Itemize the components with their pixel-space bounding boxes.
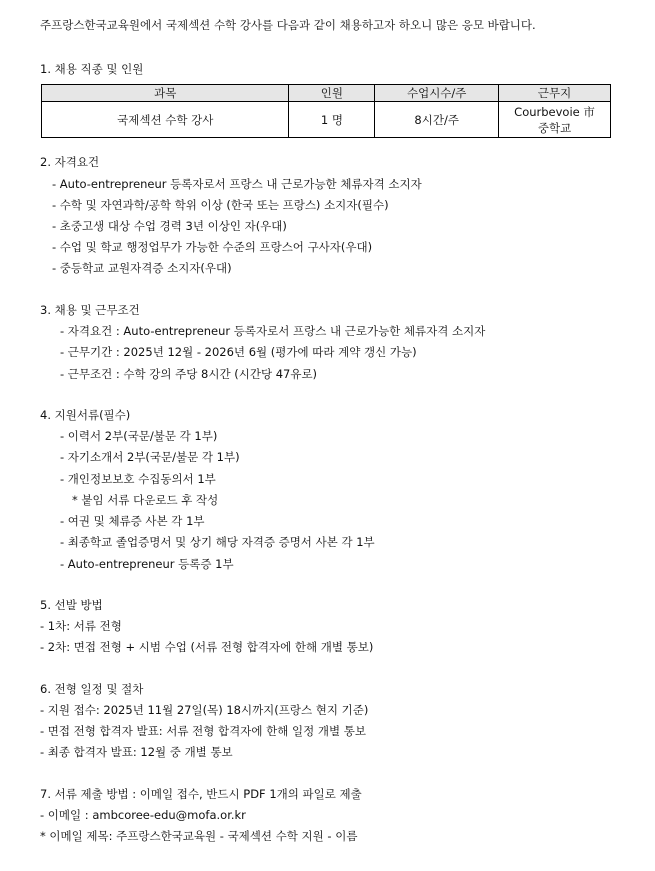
- header-headcount: 인원: [289, 85, 375, 102]
- recruitment-table: [41, 84, 611, 138]
- header-workplace: 근무지: [499, 85, 611, 102]
- list-item: - 수업 및 학교 행정업무가 가능한 수준의 프랑스어 구사자(우대): [52, 240, 373, 254]
- list-item: - 이메일 : ambcoree-edu@mofa.or.kr: [40, 808, 246, 822]
- cell-hours: 8시간/주: [375, 102, 499, 138]
- list-item: - 근무조건 : 수학 강의 주당 8시간 (시간당 47유로): [60, 367, 318, 381]
- list-item: - 지원 접수: 2025년 11월 27일(목) 18시까지(프랑스 현지 기준): [40, 703, 369, 717]
- list-item: - 이력서 2부(국문/불문 각 1부): [60, 429, 218, 443]
- list-item: - 중등학교 교원자격증 소지자(우대): [52, 261, 232, 275]
- list-item: - Auto-entrepreneur 등록자로서 프랑스 내 근로가능한 체류자격 소지자: [52, 177, 422, 191]
- header-subject: 과목: [42, 85, 289, 102]
- cell-workplace-line1: Courbevoie 市: [514, 104, 595, 119]
- list-item: - 최종 합격자 발표: 12월 중 개별 통보: [40, 745, 233, 759]
- list-item: - 근무기간 : 2025년 12월 - 2026년 6월 (평가에 따라 계약 갱신 가능): [60, 345, 417, 359]
- list-item: - 면접 전형 합격자 발표: 서류 전형 합격자에 한해 일정 개별 통보: [40, 724, 366, 738]
- cell-workplace: [499, 102, 611, 138]
- section-3-heading: 3. 채용 및 근무조건: [40, 303, 140, 317]
- intro-text: 주프랑스한국교육원에서 국제섹션 수학 강사를 다음과 같이 채용하고자 하오니 많은 응모 바랍니다.: [40, 18, 536, 32]
- list-item: - 여권 및 체류증 사본 각 1부: [60, 514, 205, 528]
- list-item: - 1차: 서류 전형: [40, 619, 122, 633]
- list-item: - 최종학교 졸업증명서 및 상기 해당 자격증 증명서 사본 각 1부: [60, 535, 375, 549]
- cell-subject: 국제섹션 수학 강사: [42, 102, 289, 138]
- list-item: - 초중고생 대상 수업 경력 3년 이상인 자(우대): [52, 219, 287, 233]
- section-7-heading: 7. 서류 제출 방법 : 이메일 접수, 반드시 PDF 1개의 파일로 제출: [40, 787, 362, 801]
- table-header-row: [42, 85, 611, 102]
- section-2-heading: 2. 자격요건: [40, 155, 100, 169]
- list-item: - 자격요건 : Auto-entrepreneur 등록자로서 프랑스 내 근로가능한 체류자격 소지자: [60, 324, 486, 338]
- list-item: - 자기소개서 2부(국문/불문 각 1부): [60, 450, 240, 464]
- list-item: - 수학 및 자연과학/공학 학위 이상 (한국 또는 프랑스) 소지자(필수): [52, 198, 389, 212]
- list-item: * 이메일 제목: 주프랑스한국교육원 - 국제섹션 수학 지원 - 이름: [40, 829, 358, 843]
- list-item: - 2차: 면접 전형 + 시범 수업 (서류 전형 합격자에 한해 개별 통보): [40, 640, 374, 654]
- table-row: [42, 102, 611, 138]
- section-1-heading: 1. 채용 직종 및 인원: [40, 62, 144, 76]
- cell-headcount: 1 명: [289, 102, 375, 138]
- section-5-heading: 5. 선발 방법: [40, 598, 103, 612]
- list-item: - Auto-entrepreneur 등록증 1부: [60, 557, 234, 571]
- section-4-heading: 4. 지원서류(필수): [40, 408, 131, 422]
- list-item-note: * 붙임 서류 다운로드 후 작성: [72, 493, 219, 507]
- section-6-heading: 6. 전형 일정 및 절차: [40, 682, 144, 696]
- cell-workplace-line2: 중학교: [537, 120, 572, 135]
- list-item: - 개인정보보호 수집동의서 1부: [60, 472, 216, 486]
- header-hours: 수업시수/주: [375, 85, 499, 102]
